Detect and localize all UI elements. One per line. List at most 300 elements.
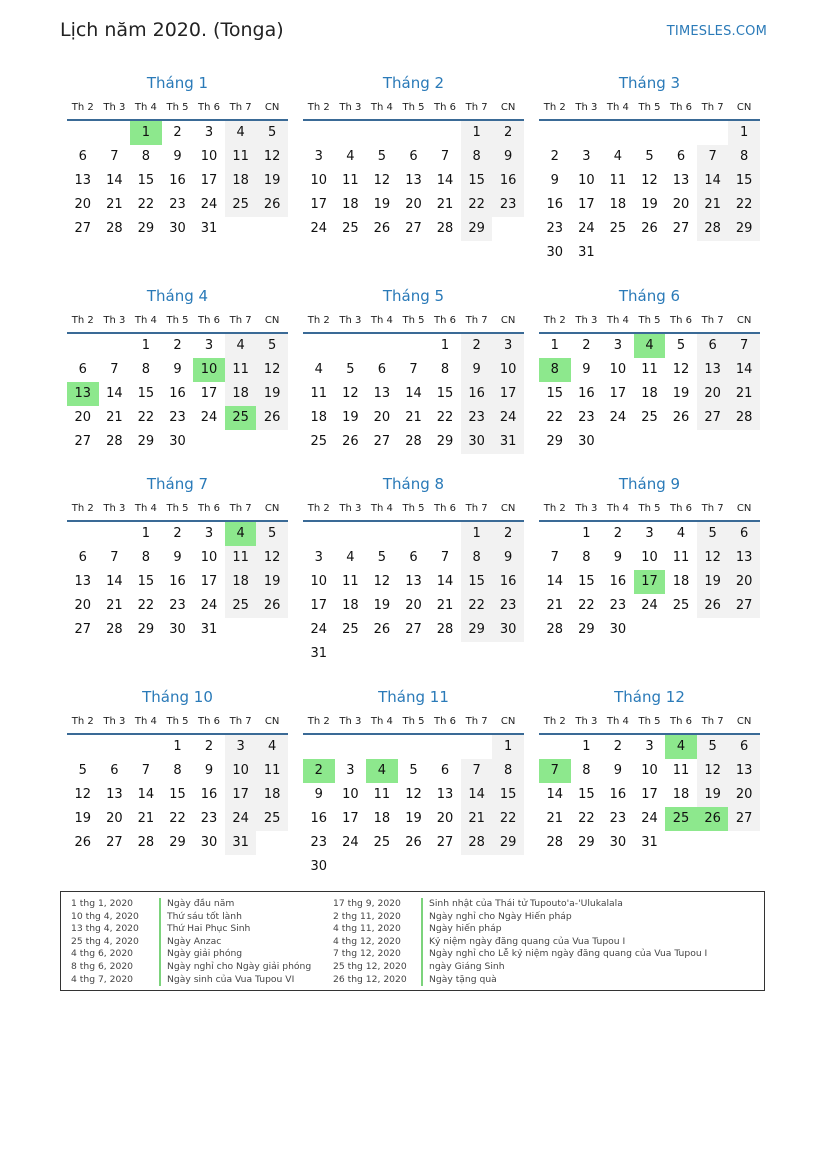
day-cell[interactable]: 16 xyxy=(492,169,524,193)
day-cell[interactable]: 20 xyxy=(373,410,391,425)
day-cell[interactable]: 19 xyxy=(373,598,391,613)
day-cell[interactable]: 17 xyxy=(342,811,359,826)
day-cell[interactable]: 29 xyxy=(137,221,155,236)
day-cell[interactable]: 5 xyxy=(78,763,87,778)
day-cell[interactable]: 5 xyxy=(645,149,654,164)
day-cell[interactable]: 3 xyxy=(645,739,654,754)
day-cell[interactable]: 27 xyxy=(74,622,92,637)
day-cell[interactable]: 14 xyxy=(546,787,564,802)
day-cell[interactable]: 22 xyxy=(728,193,760,217)
day-cell[interactable]: 5 xyxy=(676,338,686,353)
day-cell[interactable]: 26 xyxy=(74,835,92,850)
day-cell[interactable]: 13 xyxy=(405,574,422,589)
day-cell[interactable]: 21 xyxy=(405,410,422,425)
day-cell[interactable]: 6 xyxy=(697,334,729,358)
day-cell[interactable]: 29 xyxy=(461,217,493,241)
day-cell[interactable]: 3 xyxy=(314,550,323,565)
day-cell[interactable]: 2 xyxy=(492,522,524,546)
day-cell[interactable]: 10 xyxy=(200,149,218,164)
day-cell[interactable]: 9 xyxy=(173,149,182,164)
holiday-day-cell[interactable]: 4 xyxy=(225,522,257,546)
holiday-day-cell[interactable]: 10 xyxy=(193,358,225,382)
day-cell[interactable]: 25 xyxy=(342,221,359,236)
day-cell[interactable]: 31 xyxy=(225,831,257,855)
holiday-day-cell[interactable]: 25 xyxy=(665,807,697,831)
day-cell[interactable]: 25 xyxy=(373,835,391,850)
day-cell[interactable]: 30 xyxy=(461,430,493,454)
day-cell[interactable]: 21 xyxy=(697,193,729,217)
day-cell[interactable]: 24 xyxy=(342,835,359,850)
day-cell[interactable]: 31 xyxy=(492,430,524,454)
day-cell[interactable]: 17 xyxy=(310,197,328,212)
holiday-day-cell[interactable]: 13 xyxy=(67,382,99,406)
day-cell[interactable]: 12 xyxy=(697,546,729,570)
day-cell[interactable]: 5 xyxy=(697,522,729,546)
day-cell[interactable]: 1 xyxy=(141,338,151,353)
day-cell[interactable]: 27 xyxy=(405,221,422,236)
day-cell[interactable]: 30 xyxy=(169,221,186,236)
day-cell[interactable]: 9 xyxy=(461,358,493,382)
brand-link[interactable]: TIMESLES.COM xyxy=(666,24,767,39)
day-cell[interactable]: 3 xyxy=(492,334,524,358)
day-cell[interactable]: 19 xyxy=(342,410,359,425)
day-cell[interactable]: 8 xyxy=(728,145,760,169)
day-cell[interactable]: 1 xyxy=(141,526,151,541)
day-cell[interactable]: 30 xyxy=(492,618,524,642)
day-cell[interactable]: 31 xyxy=(310,646,328,661)
day-cell[interactable]: 27 xyxy=(436,835,454,850)
day-cell[interactable]: 20 xyxy=(728,783,760,807)
day-cell[interactable]: 29 xyxy=(578,835,595,850)
day-cell[interactable]: 28 xyxy=(728,406,760,430)
day-cell[interactable]: 27 xyxy=(405,622,422,637)
day-cell[interactable]: 24 xyxy=(200,197,218,212)
day-cell[interactable]: 15 xyxy=(728,169,760,193)
day-cell[interactable]: 5 xyxy=(377,149,387,164)
day-cell[interactable]: 26 xyxy=(256,594,288,618)
day-cell[interactable]: 14 xyxy=(436,574,454,589)
day-cell[interactable]: 27 xyxy=(728,594,760,618)
day-cell[interactable]: 25 xyxy=(310,434,328,449)
day-cell[interactable]: 20 xyxy=(728,570,760,594)
day-cell[interactable]: 29 xyxy=(436,434,454,449)
day-cell[interactable]: 1 xyxy=(492,735,524,759)
day-cell[interactable]: 16 xyxy=(578,386,595,401)
day-cell[interactable]: 4 xyxy=(613,149,623,164)
day-cell[interactable]: 8 xyxy=(141,362,151,377)
day-cell[interactable]: 27 xyxy=(74,221,92,236)
day-cell[interactable]: 8 xyxy=(461,145,493,169)
day-cell[interactable]: 16 xyxy=(492,570,524,594)
day-cell[interactable]: 12 xyxy=(256,546,288,570)
day-cell[interactable]: 22 xyxy=(137,410,155,425)
day-cell[interactable]: 18 xyxy=(342,197,359,212)
day-cell[interactable]: 6 xyxy=(78,149,87,164)
day-cell[interactable]: 16 xyxy=(310,811,328,826)
day-cell[interactable]: 4 xyxy=(256,735,288,759)
day-cell[interactable]: 28 xyxy=(436,622,454,637)
day-cell[interactable]: 1 xyxy=(550,338,559,353)
day-cell[interactable]: 21 xyxy=(436,197,454,212)
day-cell[interactable]: 23 xyxy=(492,193,524,217)
day-cell[interactable]: 13 xyxy=(74,574,92,589)
day-cell[interactable]: 8 xyxy=(141,149,151,164)
day-cell[interactable]: 16 xyxy=(169,386,186,401)
day-cell[interactable]: 6 xyxy=(728,522,760,546)
day-cell[interactable]: 5 xyxy=(377,550,387,565)
day-cell[interactable]: 6 xyxy=(728,735,760,759)
day-cell[interactable]: 1 xyxy=(582,739,591,754)
day-cell[interactable]: 29 xyxy=(578,622,595,637)
day-cell[interactable]: 7 xyxy=(110,149,119,164)
day-cell[interactable]: 10 xyxy=(641,763,658,778)
day-cell[interactable]: 17 xyxy=(200,574,218,589)
day-cell[interactable]: 14 xyxy=(137,787,155,802)
day-cell[interactable]: 9 xyxy=(613,550,623,565)
day-cell[interactable]: 11 xyxy=(672,550,690,565)
day-cell[interactable]: 3 xyxy=(204,526,214,541)
day-cell[interactable]: 7 xyxy=(550,550,559,565)
day-cell[interactable]: 7 xyxy=(440,149,450,164)
day-cell[interactable]: 18 xyxy=(373,811,391,826)
day-cell[interactable]: 30 xyxy=(169,434,186,449)
day-cell[interactable]: 19 xyxy=(256,382,288,406)
day-cell[interactable]: 22 xyxy=(137,598,155,613)
day-cell[interactable]: 24 xyxy=(200,410,218,425)
day-cell[interactable]: 13 xyxy=(106,787,123,802)
day-cell[interactable]: 5 xyxy=(256,334,288,358)
day-cell[interactable]: 20 xyxy=(74,598,92,613)
day-cell[interactable]: 9 xyxy=(613,763,623,778)
day-cell[interactable]: 15 xyxy=(137,173,155,188)
day-cell[interactable]: 24 xyxy=(578,221,595,236)
day-cell[interactable]: 6 xyxy=(78,550,87,565)
day-cell[interactable]: 22 xyxy=(578,811,595,826)
day-cell[interactable]: 16 xyxy=(609,787,627,802)
holiday-day-cell[interactable]: 4 xyxy=(665,735,697,759)
day-cell[interactable]: 7 xyxy=(141,763,151,778)
day-cell[interactable]: 5 xyxy=(346,362,355,377)
day-cell[interactable]: 17 xyxy=(225,783,257,807)
day-cell[interactable]: 21 xyxy=(106,598,123,613)
day-cell[interactable]: 22 xyxy=(137,197,155,212)
day-cell[interactable]: 31 xyxy=(200,622,218,637)
day-cell[interactable]: 21 xyxy=(106,410,123,425)
day-cell[interactable]: 2 xyxy=(173,125,182,140)
day-cell[interactable]: 27 xyxy=(728,807,760,831)
day-cell[interactable]: 14 xyxy=(106,173,123,188)
day-cell[interactable]: 4 xyxy=(346,149,355,164)
day-cell[interactable]: 11 xyxy=(256,759,288,783)
day-cell[interactable]: 3 xyxy=(582,149,591,164)
day-cell[interactable]: 10 xyxy=(310,574,328,589)
day-cell[interactable]: 5 xyxy=(256,121,288,145)
day-cell[interactable]: 29 xyxy=(461,618,493,642)
day-cell[interactable]: 22 xyxy=(169,811,186,826)
day-cell[interactable]: 14 xyxy=(106,574,123,589)
day-cell[interactable]: 11 xyxy=(225,546,257,570)
day-cell[interactable]: 27 xyxy=(697,406,729,430)
day-cell[interactable]: 1 xyxy=(440,338,450,353)
day-cell[interactable]: 5 xyxy=(409,763,418,778)
day-cell[interactable]: 23 xyxy=(492,594,524,618)
day-cell[interactable]: 6 xyxy=(78,362,87,377)
day-cell[interactable]: 30 xyxy=(609,835,627,850)
day-cell[interactable]: 30 xyxy=(310,859,328,874)
day-cell[interactable]: 20 xyxy=(74,410,92,425)
day-cell[interactable]: 9 xyxy=(550,173,559,188)
day-cell[interactable]: 28 xyxy=(106,434,123,449)
day-cell[interactable]: 3 xyxy=(645,526,654,541)
day-cell[interactable]: 16 xyxy=(200,787,218,802)
day-cell[interactable]: 18 xyxy=(225,570,257,594)
day-cell[interactable]: 13 xyxy=(728,546,760,570)
day-cell[interactable]: 9 xyxy=(173,362,182,377)
day-cell[interactable]: 18 xyxy=(672,574,690,589)
day-cell[interactable]: 29 xyxy=(492,831,524,855)
day-cell[interactable]: 21 xyxy=(106,197,123,212)
day-cell[interactable]: 18 xyxy=(342,598,359,613)
day-cell[interactable]: 29 xyxy=(546,434,564,449)
day-cell[interactable]: 17 xyxy=(641,787,658,802)
day-cell[interactable]: 22 xyxy=(578,598,595,613)
day-cell[interactable]: 23 xyxy=(461,406,493,430)
day-cell[interactable]: 9 xyxy=(173,550,182,565)
day-cell[interactable]: 10 xyxy=(310,173,328,188)
day-cell[interactable]: 16 xyxy=(169,574,186,589)
day-cell[interactable]: 24 xyxy=(310,221,328,236)
day-cell[interactable]: 15 xyxy=(169,787,186,802)
day-cell[interactable]: 8 xyxy=(582,550,591,565)
day-cell[interactable]: 15 xyxy=(578,574,595,589)
day-cell[interactable]: 14 xyxy=(546,574,564,589)
day-cell[interactable]: 28 xyxy=(697,217,729,241)
day-cell[interactable]: 19 xyxy=(256,570,288,594)
day-cell[interactable]: 23 xyxy=(169,197,186,212)
day-cell[interactable]: 19 xyxy=(74,811,92,826)
day-cell[interactable]: 24 xyxy=(641,598,658,613)
day-cell[interactable]: 10 xyxy=(342,787,359,802)
day-cell[interactable]: 14 xyxy=(436,173,454,188)
day-cell[interactable]: 17 xyxy=(609,386,627,401)
day-cell[interactable]: 28 xyxy=(405,434,422,449)
day-cell[interactable]: 25 xyxy=(225,193,257,217)
day-cell[interactable]: 18 xyxy=(225,169,257,193)
day-cell[interactable]: 20 xyxy=(106,811,123,826)
day-cell[interactable]: 17 xyxy=(578,197,595,212)
day-cell[interactable]: 5 xyxy=(697,735,729,759)
day-cell[interactable]: 15 xyxy=(461,570,493,594)
day-cell[interactable]: 16 xyxy=(169,173,186,188)
day-cell[interactable]: 18 xyxy=(672,787,690,802)
day-cell[interactable]: 12 xyxy=(373,574,391,589)
day-cell[interactable]: 23 xyxy=(609,598,627,613)
day-cell[interactable]: 6 xyxy=(440,763,450,778)
day-cell[interactable]: 4 xyxy=(346,550,355,565)
day-cell[interactable]: 18 xyxy=(641,386,658,401)
day-cell[interactable]: 3 xyxy=(346,763,355,778)
day-cell[interactable]: 11 xyxy=(342,173,359,188)
day-cell[interactable]: 13 xyxy=(405,173,422,188)
day-cell[interactable]: 1 xyxy=(461,522,493,546)
day-cell[interactable]: 6 xyxy=(377,362,387,377)
day-cell[interactable]: 13 xyxy=(728,759,760,783)
day-cell[interactable]: 11 xyxy=(373,787,391,802)
day-cell[interactable]: 2 xyxy=(204,739,214,754)
day-cell[interactable]: 23 xyxy=(310,835,328,850)
day-cell[interactable]: 12 xyxy=(672,362,690,377)
day-cell[interactable]: 30 xyxy=(578,434,595,449)
day-cell[interactable]: 28 xyxy=(436,221,454,236)
holiday-day-cell[interactable]: 1 xyxy=(130,121,162,145)
holiday-day-cell[interactable]: 26 xyxy=(697,807,729,831)
day-cell[interactable]: 2 xyxy=(550,149,559,164)
day-cell[interactable]: 3 xyxy=(613,338,623,353)
day-cell[interactable]: 28 xyxy=(546,622,564,637)
day-cell[interactable]: 29 xyxy=(169,835,186,850)
day-cell[interactable]: 26 xyxy=(373,221,391,236)
day-cell[interactable]: 20 xyxy=(405,598,422,613)
day-cell[interactable]: 23 xyxy=(546,221,564,236)
day-cell[interactable]: 27 xyxy=(672,221,690,236)
day-cell[interactable]: 12 xyxy=(641,173,658,188)
day-cell[interactable]: 9 xyxy=(492,145,524,169)
day-cell[interactable]: 7 xyxy=(461,759,493,783)
day-cell[interactable]: 7 xyxy=(440,550,450,565)
day-cell[interactable]: 2 xyxy=(582,338,591,353)
day-cell[interactable]: 30 xyxy=(546,245,564,260)
day-cell[interactable]: 21 xyxy=(546,598,564,613)
day-cell[interactable]: 8 xyxy=(492,759,524,783)
day-cell[interactable]: 10 xyxy=(492,358,524,382)
day-cell[interactable]: 12 xyxy=(697,759,729,783)
day-cell[interactable]: 9 xyxy=(492,546,524,570)
day-cell[interactable]: 12 xyxy=(405,787,422,802)
day-cell[interactable]: 29 xyxy=(728,217,760,241)
day-cell[interactable]: 19 xyxy=(697,570,729,594)
day-cell[interactable]: 12 xyxy=(373,173,391,188)
holiday-day-cell[interactable]: 4 xyxy=(634,334,666,358)
day-cell[interactable]: 13 xyxy=(672,173,690,188)
day-cell[interactable]: 24 xyxy=(310,622,328,637)
day-cell[interactable]: 6 xyxy=(409,149,418,164)
day-cell[interactable]: 2 xyxy=(461,334,493,358)
day-cell[interactable]: 16 xyxy=(546,197,564,212)
day-cell[interactable]: 31 xyxy=(641,835,658,850)
day-cell[interactable]: 1 xyxy=(582,526,591,541)
day-cell[interactable]: 11 xyxy=(641,362,658,377)
day-cell[interactable]: 20 xyxy=(672,197,690,212)
day-cell[interactable]: 11 xyxy=(225,145,257,169)
day-cell[interactable]: 7 xyxy=(110,362,119,377)
day-cell[interactable]: 23 xyxy=(169,598,186,613)
day-cell[interactable]: 20 xyxy=(74,197,92,212)
day-cell[interactable]: 9 xyxy=(204,763,214,778)
day-cell[interactable]: 27 xyxy=(373,434,391,449)
day-cell[interactable]: 9 xyxy=(314,787,323,802)
day-cell[interactable]: 23 xyxy=(609,811,627,826)
day-cell[interactable]: 26 xyxy=(672,410,690,425)
day-cell[interactable]: 8 xyxy=(582,763,591,778)
day-cell[interactable]: 26 xyxy=(405,835,422,850)
day-cell[interactable]: 24 xyxy=(200,598,218,613)
day-cell[interactable]: 22 xyxy=(436,410,454,425)
day-cell[interactable]: 30 xyxy=(169,622,186,637)
day-cell[interactable]: 25 xyxy=(672,598,690,613)
day-cell[interactable]: 8 xyxy=(440,362,450,377)
day-cell[interactable]: 14 xyxy=(697,169,729,193)
holiday-day-cell[interactable]: 2 xyxy=(303,759,335,783)
day-cell[interactable]: 27 xyxy=(106,835,123,850)
day-cell[interactable]: 3 xyxy=(204,338,214,353)
day-cell[interactable]: 4 xyxy=(314,362,323,377)
day-cell[interactable]: 21 xyxy=(137,811,155,826)
day-cell[interactable]: 12 xyxy=(74,787,92,802)
holiday-day-cell[interactable]: 25 xyxy=(225,406,257,430)
day-cell[interactable]: 26 xyxy=(256,193,288,217)
day-cell[interactable]: 28 xyxy=(461,831,493,855)
day-cell[interactable]: 7 xyxy=(697,145,729,169)
day-cell[interactable]: 14 xyxy=(461,783,493,807)
day-cell[interactable]: 23 xyxy=(200,811,218,826)
day-cell[interactable]: 11 xyxy=(225,358,257,382)
day-cell[interactable]: 16 xyxy=(609,574,627,589)
day-cell[interactable]: 1 xyxy=(728,121,760,145)
day-cell[interactable]: 13 xyxy=(697,358,729,382)
day-cell[interactable]: 1 xyxy=(173,739,182,754)
day-cell[interactable]: 13 xyxy=(436,787,454,802)
day-cell[interactable]: 11 xyxy=(310,386,328,401)
day-cell[interactable]: 15 xyxy=(492,783,524,807)
day-cell[interactable]: 19 xyxy=(672,386,690,401)
day-cell[interactable]: 22 xyxy=(461,193,493,217)
day-cell[interactable]: 25 xyxy=(641,410,658,425)
day-cell[interactable]: 12 xyxy=(256,358,288,382)
day-cell[interactable]: 28 xyxy=(106,622,123,637)
day-cell[interactable]: 31 xyxy=(578,245,595,260)
day-cell[interactable]: 29 xyxy=(137,434,155,449)
day-cell[interactable]: 23 xyxy=(578,410,595,425)
day-cell[interactable]: 2 xyxy=(613,739,623,754)
day-cell[interactable]: 19 xyxy=(641,197,658,212)
day-cell[interactable]: 14 xyxy=(405,386,422,401)
day-cell[interactable]: 6 xyxy=(676,149,686,164)
day-cell[interactable]: 22 xyxy=(492,807,524,831)
day-cell[interactable]: 2 xyxy=(613,526,623,541)
day-cell[interactable]: 10 xyxy=(200,550,218,565)
day-cell[interactable]: 20 xyxy=(436,811,454,826)
day-cell[interactable]: 19 xyxy=(256,169,288,193)
day-cell[interactable]: 18 xyxy=(225,382,257,406)
day-cell[interactable]: 18 xyxy=(310,410,328,425)
day-cell[interactable]: 20 xyxy=(697,382,729,406)
day-cell[interactable]: 26 xyxy=(373,622,391,637)
day-cell[interactable]: 1 xyxy=(461,121,493,145)
day-cell[interactable]: 6 xyxy=(409,550,418,565)
day-cell[interactable]: 4 xyxy=(225,334,257,358)
day-cell[interactable]: 22 xyxy=(461,594,493,618)
day-cell[interactable]: 23 xyxy=(169,410,186,425)
day-cell[interactable]: 14 xyxy=(106,386,123,401)
day-cell[interactable]: 2 xyxy=(492,121,524,145)
day-cell[interactable]: 26 xyxy=(256,406,288,430)
day-cell[interactable]: 29 xyxy=(137,622,155,637)
day-cell[interactable]: 10 xyxy=(609,362,627,377)
day-cell[interactable]: 2 xyxy=(173,338,182,353)
day-cell[interactable]: 10 xyxy=(641,550,658,565)
day-cell[interactable]: 13 xyxy=(74,173,92,188)
day-cell[interactable]: 25 xyxy=(256,807,288,831)
